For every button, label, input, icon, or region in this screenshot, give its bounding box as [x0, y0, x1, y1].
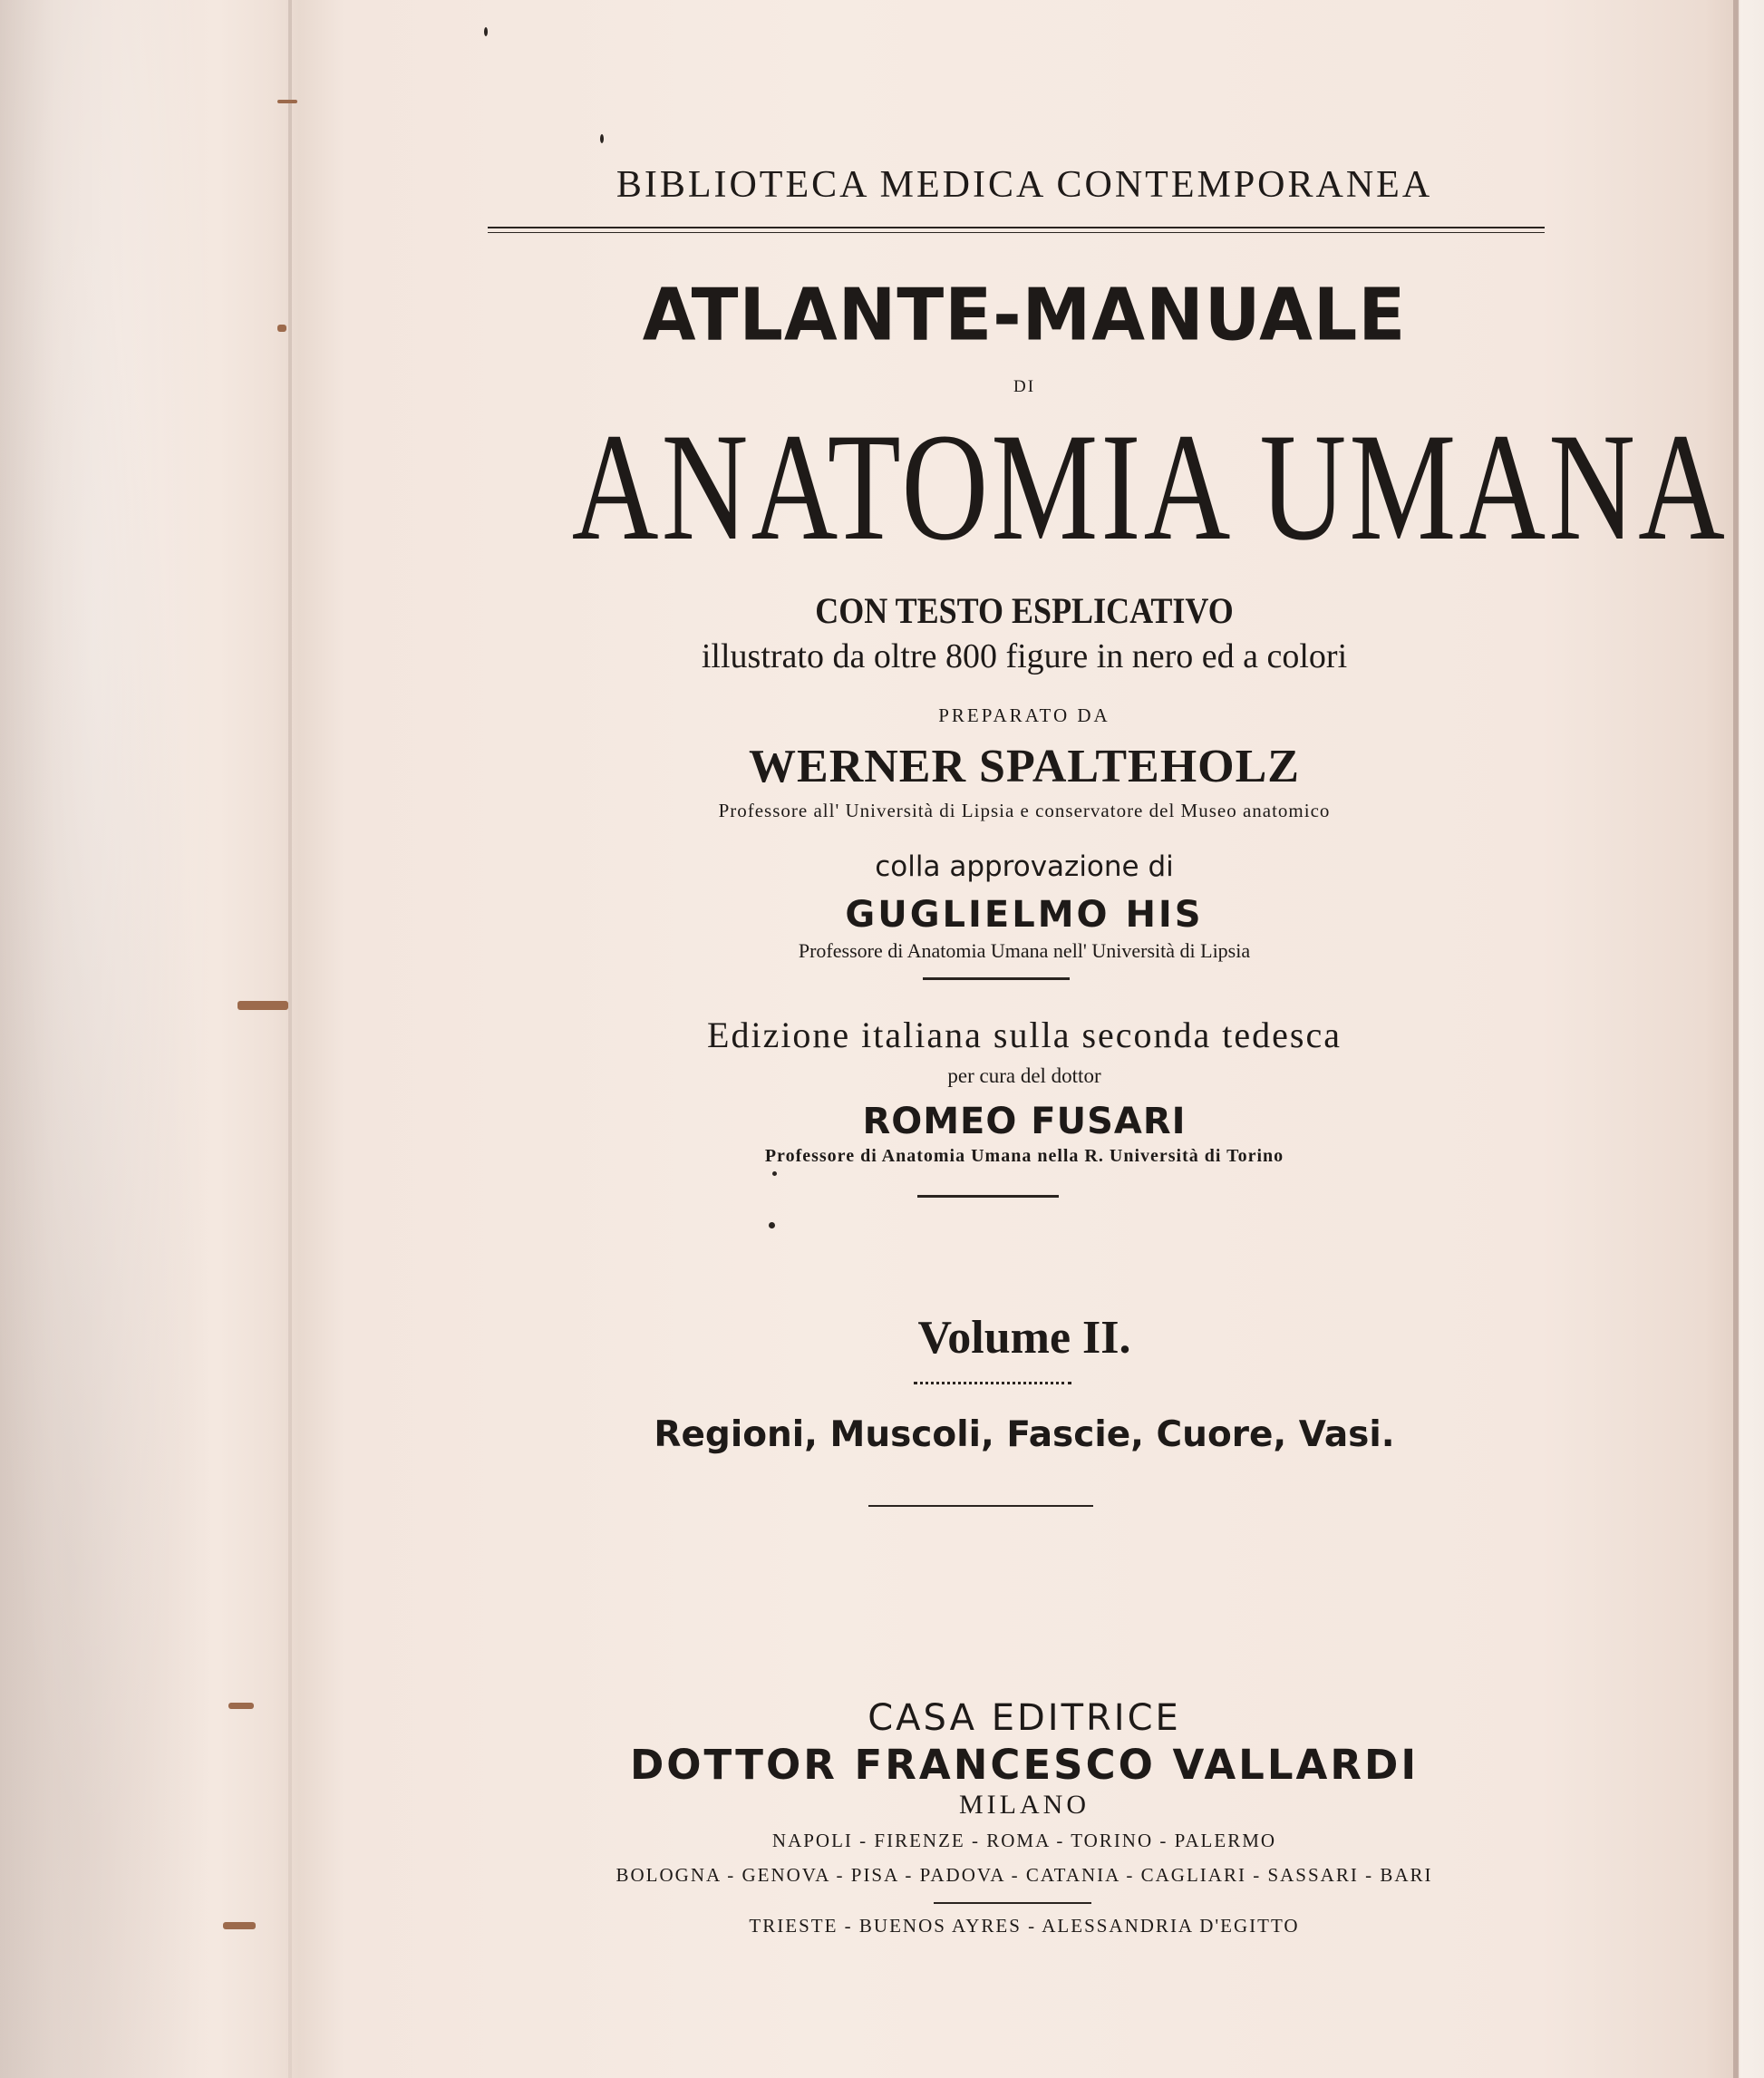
left-page-shadow [0, 0, 236, 2078]
ink-speck [484, 27, 488, 36]
volume-contents: Regioni, Muscoli, Fascie, Cuore, Vasi. [654, 1414, 1395, 1455]
series-title: BIBLIOTECA MEDICA CONTEMPORANEA [615, 164, 1433, 206]
section-rule [934, 1902, 1091, 1904]
main-title: ANATOMIA UMANA [571, 402, 1729, 572]
approver-affiliation: Professore di Anatomia Umana nell' Università di Lipsia [798, 939, 1251, 962]
branch-cities-line-3: TRIESTE - BUENOS AYRES - ALESSANDRIA D'EGITTO [749, 1915, 1300, 1937]
ink-speck [769, 1222, 775, 1228]
approval-label: colla approvazione di [875, 850, 1174, 883]
subtitle: CON TESTO ESPLICATIVO [815, 590, 1234, 631]
publisher-name: DOTTOR FRANCESCO VALLARDI [629, 1741, 1420, 1789]
binding-stitch [277, 100, 297, 103]
section-rule [868, 1505, 1093, 1507]
section-rule [917, 1195, 1059, 1198]
prepared-by-label: PREPARATO DA [938, 704, 1110, 726]
binding-stitch [277, 325, 286, 332]
editor-affiliation: Professore di Anatomia Umana nella R. Università di Torino [764, 1146, 1284, 1166]
section-rule [923, 977, 1070, 980]
author-name: WERNER SPALTEHOLZ [749, 741, 1300, 792]
branch-cities-line-1: NAPOLI - FIRENZE - ROMA - TORINO - PALERMO [771, 1830, 1277, 1851]
editor-name: ROMEO FUSARI [862, 1101, 1187, 1142]
binding-gutter [288, 0, 292, 2078]
edition-note: Edizione italiana sulla seconda tedesca [707, 1015, 1342, 1055]
author-affiliation: Professore all' Università di Lipsia e conservatore del Museo anatomico [718, 800, 1331, 821]
title-line-1: ATLANTE-MANUALE [642, 271, 1407, 357]
editor-intro: per cura del dottor [947, 1064, 1101, 1087]
dotted-rule [914, 1382, 1071, 1384]
double-rule [488, 227, 1545, 233]
approver-name: GUGLIELMO HIS [845, 894, 1204, 936]
ink-speck [600, 134, 604, 143]
binding-stitch [223, 1922, 256, 1929]
ink-speck [772, 1171, 777, 1176]
binding-stitch [237, 1001, 288, 1010]
binding-stitch [228, 1703, 254, 1709]
title-connector: DI [1013, 377, 1036, 396]
publisher-intro: CASA EDITRICE [867, 1697, 1181, 1739]
publisher-city: MILANO [959, 1790, 1090, 1820]
illustration-note: illustrato da oltre 800 figure in nero ed a colori [701, 637, 1348, 675]
branch-cities-line-2: BOLOGNA - GENOVA - PISA - PADOVA - CATANIA - CAGLIARI - SASSARI - BARI [615, 1864, 1433, 1886]
volume-number: Volume II. [917, 1312, 1131, 1364]
page-edge [1733, 0, 1739, 2078]
